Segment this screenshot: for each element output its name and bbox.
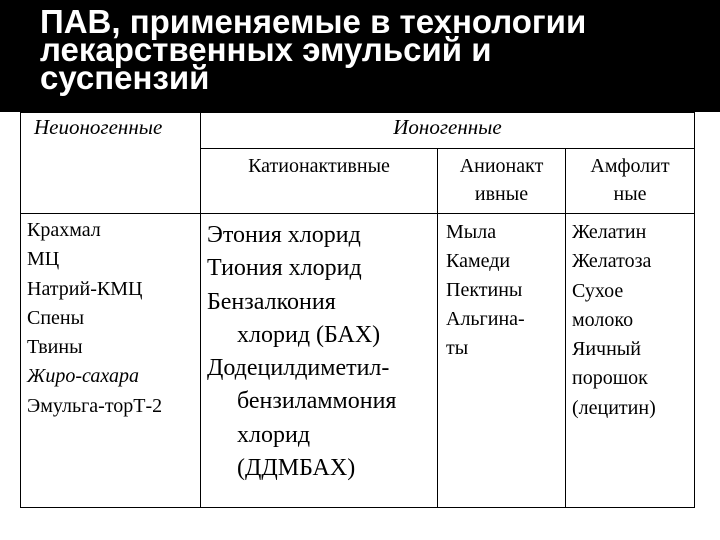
- title-line-3: суспензий: [40, 59, 210, 96]
- header-ionic: Ионогенные: [393, 115, 502, 139]
- subheader-amphoteric: [566, 152, 694, 208]
- table-border-left: [20, 112, 21, 508]
- table-border-bottom: [20, 507, 695, 508]
- list-item: Желатин: [572, 221, 647, 243]
- list-item: МЦ: [27, 248, 60, 271]
- list-item: (лецитин): [572, 396, 656, 419]
- list-item: молоко: [572, 308, 634, 331]
- header-nonionic: Неионогенные: [34, 115, 163, 139]
- list-item: порошок: [572, 367, 648, 390]
- table-row-divider-1: [200, 148, 695, 149]
- anionic-list: [446, 218, 525, 363]
- amphoteric-list: [572, 218, 656, 423]
- list-item: Камеди: [446, 250, 511, 272]
- list-item: хлорид: [237, 421, 311, 448]
- list-item: Бензалкония: [207, 288, 336, 315]
- list-item: хлорид (БАХ): [237, 321, 381, 348]
- title-line-1: ПАВ, применяемые в технологии: [40, 3, 587, 40]
- list-item: Жиро-сахара: [27, 365, 139, 388]
- subheader-anionic-line-2: ивные: [474, 183, 529, 205]
- subheader-anionic-line-1: Анионакт: [459, 155, 544, 177]
- table-border-top: [20, 112, 695, 113]
- list-item: Крахмал: [27, 219, 101, 241]
- nonionic-list: [27, 216, 162, 421]
- title-line-2: лекарственных эмульсий и: [40, 31, 492, 68]
- list-item: Тиония хлорид: [207, 255, 362, 282]
- list-item: Яичный: [572, 338, 641, 361]
- list-item: Мыла: [446, 221, 497, 243]
- list-item: Спены: [27, 306, 85, 329]
- list-item: Сухое: [572, 279, 624, 302]
- table-border-right: [694, 112, 695, 508]
- table-row-divider-2: [20, 213, 695, 214]
- list-item: (ДДМБАХ): [237, 455, 356, 482]
- list-item: ты: [446, 337, 469, 359]
- list-item: Натрий-КМЦ: [27, 277, 143, 300]
- cationic-list: [207, 219, 396, 485]
- subheader-amphoteric-line-2: ные: [613, 183, 647, 205]
- list-item: бензиламмония: [237, 388, 397, 415]
- list-item: Этония хлорид: [207, 222, 361, 248]
- list-item: Желатоза: [572, 250, 652, 273]
- list-item: Пектины: [446, 279, 523, 301]
- subheader-anionic: [438, 152, 565, 208]
- subheader-amphoteric-line-1: Амфолит: [590, 155, 670, 177]
- list-item: Эмульга-торТ-2: [27, 394, 163, 417]
- list-item: Додецилдиметил-: [207, 355, 390, 382]
- list-item: Альгина-: [446, 308, 525, 330]
- list-item: Твины: [27, 336, 83, 359]
- subheader-cationic: Катионактивные: [248, 155, 390, 177]
